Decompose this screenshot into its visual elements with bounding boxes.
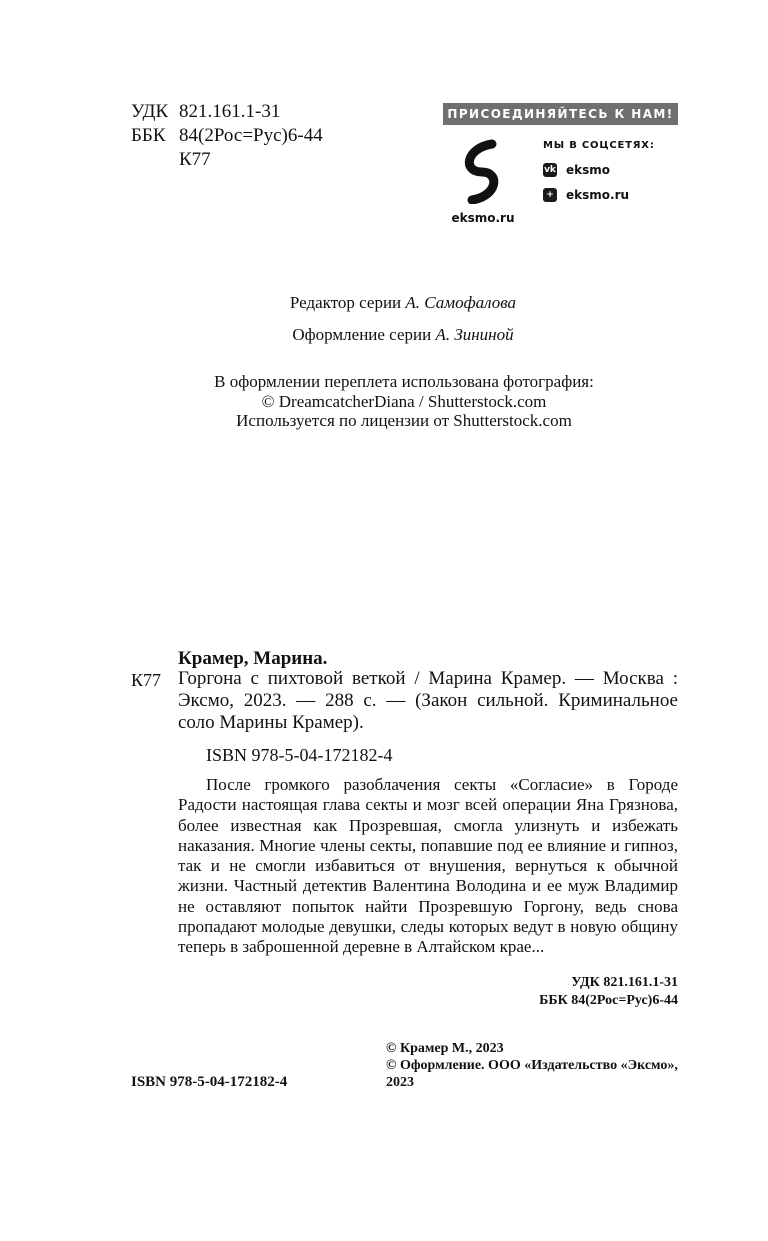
bbk-value: 84(2Рос=Рус)6-44: [179, 125, 323, 146]
copyright-block: [386, 1040, 686, 1091]
bbk-row: [131, 124, 323, 148]
photo-credit-line1: В оформлении переплета использована фотография:: [214, 372, 594, 391]
plus-icon: +: [543, 188, 557, 202]
editor-label: Редактор серии: [289, 293, 402, 312]
social-item-plus[interactable]: [543, 188, 629, 202]
editor-name: А. Самофалова: [405, 293, 517, 312]
footer-isbn: ISBN 978-5-04-172182-4: [131, 1074, 288, 1090]
author-mark: К77: [179, 149, 211, 170]
eksmo-logo-icon: [452, 138, 514, 204]
author-mark-secondary: К77: [131, 670, 162, 690]
footer-bbk: ББК 84(2Рос=Рус)6-44: [539, 993, 678, 1008]
design-name: А. Зининой: [435, 325, 514, 344]
bbk-label: ББК: [131, 125, 166, 146]
footer-udk: УДК 821.161.1-31: [571, 975, 678, 990]
photo-credit-line2: © DreamcatcherDiana / Shutterstock.com: [261, 392, 547, 411]
author-mark-row: [131, 148, 323, 172]
copyright-author: © Крамер М., 2023: [386, 1041, 504, 1056]
design-credit: [0, 324, 768, 346]
copyright-design: © Оформление. ООО «Издательство «Эксмо», 2023: [386, 1058, 678, 1090]
classification-block: [131, 100, 323, 172]
social-handle: eksmo.ru: [566, 188, 630, 202]
bibliographic-description: Горгона с пихтовой веткой / Марина Крамер. — Москва : Эксмо, 2023. — 288 с. — (Закон сильной. Криминальное соло Марины Крамер).: [178, 668, 678, 733]
social-title: МЫ В СОЦСЕТЯХ:: [543, 140, 655, 151]
logo-url[interactable]: eksmo.ru: [451, 211, 515, 225]
design-label: Оформление серии: [292, 325, 432, 344]
annotation: После громкого разоблачения секты «Согласие» в Городе Радости настоящая глава секты и мозг всей операции Яна Грязнова, более известная как Прозревшая, смогла улизнуть и избежать наказания. Многие члены секты, попавшие под ее влияние и гипноз, так и не смогли избавиться от внушения, вернуться к обычной жизни. Частный детектив Валентина Володина и ее муж Владимир не оставляют попыток найти Прозревшую Горгону, ведь снова пропадают молодые девушки, следы которых ведут в новую общину теперь в заброшенной деревне в Алтайском крае...: [178, 775, 678, 957]
isbn-record: ISBN 978-5-04-172182-4: [206, 745, 393, 765]
author-name: Крамер, Марина.: [178, 648, 328, 669]
join-banner: ПРИСОЕДИНЯЙТЕСЬ К НАМ!: [443, 103, 678, 125]
vk-icon: vk: [544, 165, 556, 175]
photo-credit-line3: Используется по лицензии от Shutterstock.com: [236, 411, 572, 430]
social-item-vk[interactable]: [543, 163, 610, 177]
udk-label: УДК: [131, 101, 169, 122]
editor-credit: [0, 292, 768, 314]
social-handle: eksmo: [566, 163, 611, 177]
udk-row: [131, 100, 323, 124]
udk-value: 821.161.1-31: [179, 101, 281, 122]
